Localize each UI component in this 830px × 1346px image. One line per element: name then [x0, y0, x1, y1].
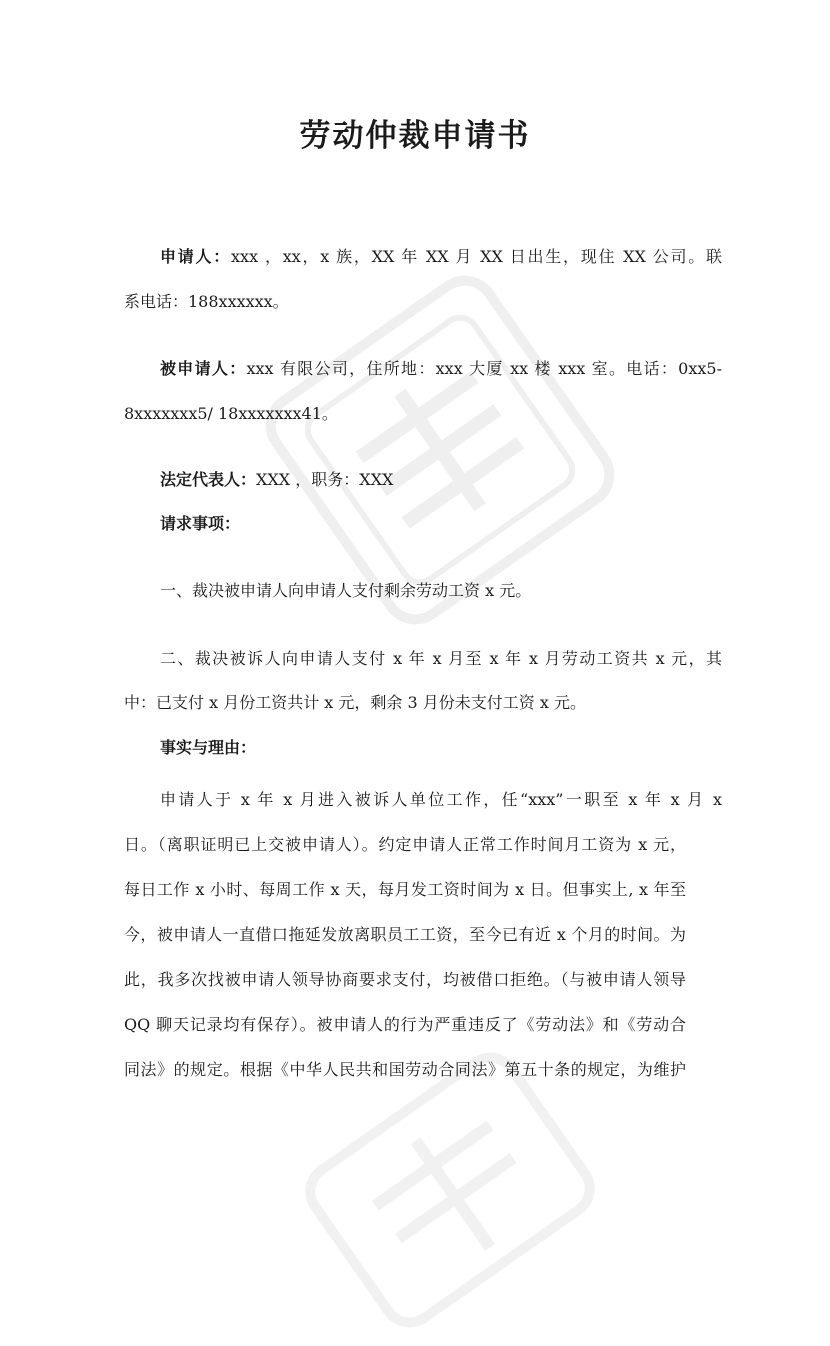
respondent-line-1	[160, 356, 722, 379]
page-title: 劳动仲裁申请书	[299, 118, 531, 154]
request-item-2-line-2: 中：已支付 x 月份工资共计 x 元，剩余 3 月份未支付工资 x 元。	[124, 693, 586, 712]
applicant-line-1	[160, 244, 722, 267]
facts-line-4: 今，被申请人一直借口拖延发放离职员工工资，至今已有近 x 个月的时间。为	[124, 925, 686, 944]
respondent-line-2: 8xxxxxxx5/ 18xxxxxxx41。	[124, 404, 338, 423]
applicant-line-2: 系电话：188xxxxxx。	[124, 292, 289, 311]
facts-line-6: QQ 聊天记录均有保存）。被申请人的行为严重违反了《劳动法》和《劳动合	[124, 1015, 686, 1034]
respondent-label: 被申请人：	[160, 359, 247, 378]
facts-line-7: 同法》的规定。根据《中华人民共和国劳动合同法》第五十条的规定，为维护	[124, 1060, 686, 1079]
facts-line-3: 每日工作 x 小时、每周工作 x 天，每月发工资时间为 x 日。但事实上, x 年至	[124, 880, 686, 899]
request-item-1: 一、裁决被申请人向申请人支付剩余劳动工资 x 元。	[160, 581, 532, 600]
facts-heading: 事实与理由：	[160, 738, 257, 757]
facts-line-5: 此，我多次找被申请人领导协商要求支付，均被借口拒绝。（与被申请人领导	[124, 970, 686, 989]
legal-rep-value: XXX ，职务：XXX	[256, 470, 394, 489]
legal-rep-line	[160, 467, 393, 490]
request-item-2-line-1: 二、裁决被诉人向申请人支付 x 年 x 月至 x 年 x 月劳动工资共 x 元，其	[160, 649, 722, 668]
facts-line-2: 日。（离职证明已上交被申请人）。约定申请人正常工作时间月工资为 x 元，	[124, 835, 686, 854]
applicant-info: xxx ，xx，x 族，XX 年 XX 月 XX 日出生，现住 XX 公司。联	[231, 247, 722, 266]
requests-heading: 请求事项：	[160, 514, 241, 533]
respondent-info: xxx 有限公司，住所地：xxx 大厦 xx 楼 xxx 室。电话：0xx5-	[246, 359, 722, 378]
applicant-label: 申请人：	[160, 247, 232, 266]
facts-line-1: 申请人于 x 年 x 月进入被诉人单位工作，任“xxx”一职至 x 年 x 月 x	[160, 790, 722, 809]
watermark-logo-bottom	[286, 1034, 614, 1346]
legal-rep-label: 法定代表人：	[160, 470, 257, 489]
